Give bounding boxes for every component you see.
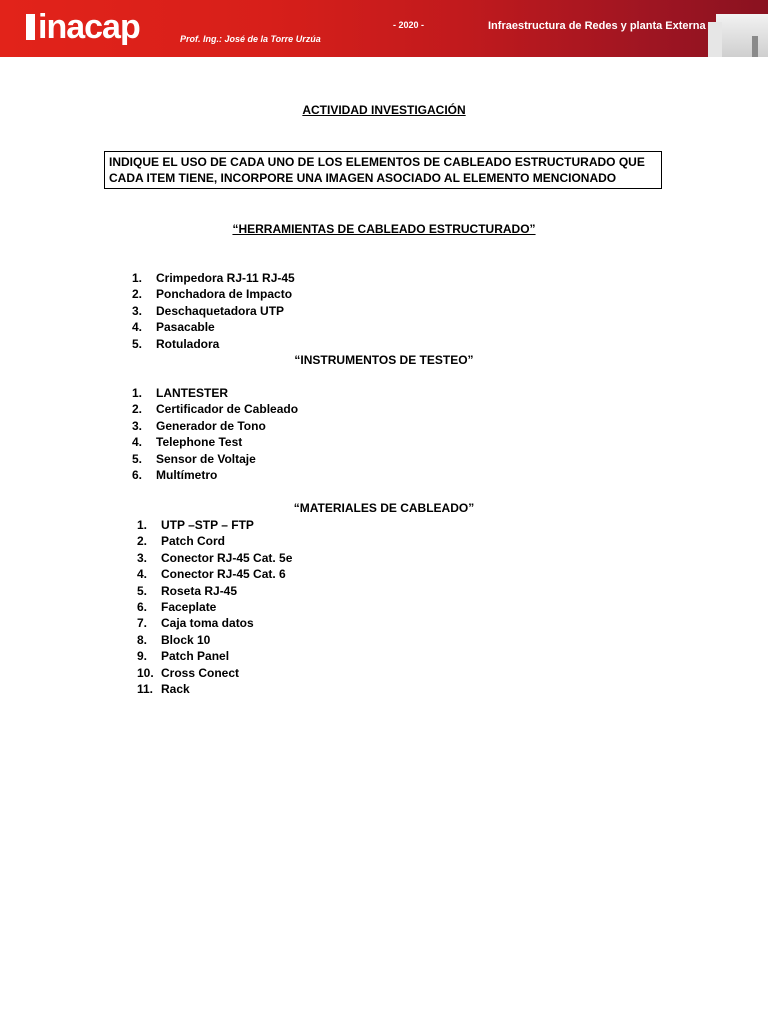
section-title-instrumentos: “INSTRUMENTOS DE TESTEO”: [294, 353, 474, 367]
list-item: 6. Faceplate: [137, 599, 217, 614]
professor-name: Prof. Ing.: José de la Torre Urzúa: [180, 34, 321, 44]
list-item: 4. Conector RJ-45 Cat. 6: [137, 567, 286, 582]
section-title-herramientas: “HERRAMIENTAS DE CABLEADO ESTRUCTURADO”: [232, 222, 536, 236]
list-item: 4. Telephone Test: [132, 435, 243, 450]
list-item: 11. Rack: [137, 681, 190, 696]
list-item: 2. Ponchadora de Impacto: [132, 287, 293, 302]
list-item: 10. Cross Conect: [137, 665, 240, 680]
course-title: Infraestructura de Redes y planta Externa: [488, 20, 706, 32]
building-graphic: [708, 14, 768, 57]
instruction-box: INDIQUE EL USO DE CADA UNO DE LOS ELEMENTOS DE CABLEADO ESTRUCTURADO QUE CADA ITEM TIENE, INCORPORE UNA IMAGEN ASOCIADO AL ELEMENTO MENCIONADO: [104, 151, 662, 189]
list-item: 3. Generador de Tono: [132, 418, 266, 433]
list-item: 1. Crimpedora RJ-11 RJ-45: [132, 271, 295, 285]
logo-mark-icon: [26, 14, 35, 40]
list-item: 5. Roseta RJ-45: [137, 583, 238, 598]
list-instrumentos: [132, 385, 298, 483]
year-label: - 2020 -: [393, 20, 425, 30]
list-item: 9. Patch Panel: [137, 649, 230, 664]
list-item: 3. Deschaquetadora UTP: [132, 303, 285, 318]
document-title: ACTIVIDAD INVESTIGACIÓN: [302, 103, 466, 117]
list-item: 7. Caja toma datos: [137, 616, 254, 631]
list-item: 5. Sensor de Voltaje: [132, 451, 256, 466]
list-item: 5. Rotuladora: [132, 336, 220, 351]
list-item: 2. Certificador de Cableado: [132, 402, 299, 417]
list-item: 2. Patch Cord: [137, 534, 226, 549]
logo-text: inacap: [38, 8, 140, 46]
page-header: [0, 0, 768, 57]
list-item: 1. UTP –STP – FTP: [137, 518, 254, 532]
list-item: 8. Block 10: [137, 632, 211, 647]
list-item: 3. Conector RJ-45 Cat. 5e: [137, 550, 293, 565]
list-materiales: [137, 517, 292, 697]
list-item: 6. Multímetro: [132, 467, 218, 482]
list-item: 1. LANTESTER: [132, 386, 228, 400]
list-item: 4. Pasacable: [132, 320, 215, 335]
inacap-logo: [26, 10, 140, 44]
section-title-materiales: “MATERIALES DE CABLEADO”: [293, 501, 475, 515]
list-herramientas: [132, 270, 295, 352]
